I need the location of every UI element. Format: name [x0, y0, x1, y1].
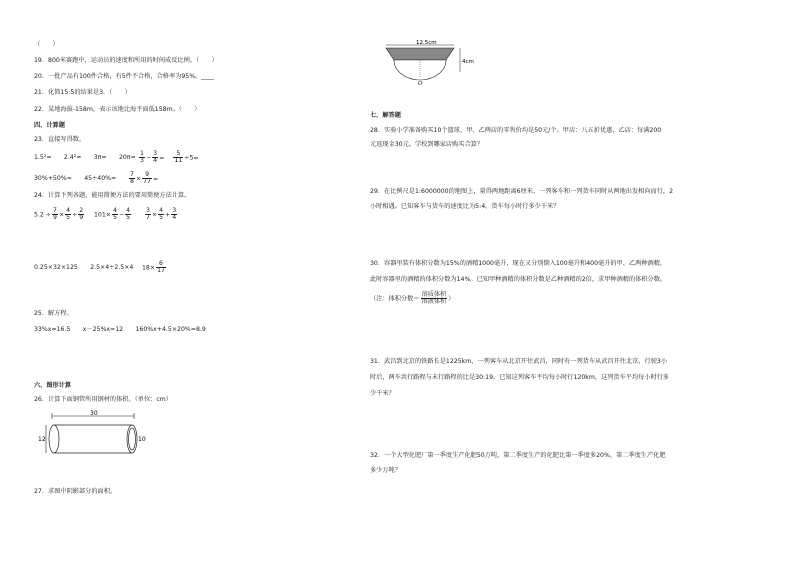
question-26: 26．计算下面钢管所用钢材的体积。（单位：cm）	[34, 396, 172, 403]
question-30-note: （注：体积分数＝ $\frac{\text{溶质体积}}{\text{溶液体积}}$ ）	[370, 291, 455, 305]
question-31-line3: 少千米？	[370, 390, 395, 397]
q24-expr-2: 101× $\frac{4}{5}$ − $\frac{4}{5}$	[94, 207, 131, 221]
pipe-length-label: 30	[90, 410, 98, 417]
question-28-line1: 28．实验小学准备购买10个篮球，甲、乙两店的零售价均是50元/个。甲店：八五折优惠，乙店：每满200	[370, 127, 662, 134]
question-30-line2: 此时容器里的酒精的体积分数为14%。已知甲种酒精的体积分数是乙种酒精的2倍，求甲种酒精的体积分数。	[370, 276, 667, 283]
question-32-line2: 多少万吨？	[370, 467, 401, 474]
pipe-inner-label: 10	[138, 436, 146, 443]
top-dim-label: 12.5cm	[416, 40, 437, 46]
q24-row2-left: 0.25×32×125 2.5×4÷2.5×4	[34, 264, 134, 271]
q25-equations: 33%x=16.5 x－25%x=12 160%x+4.5×20%=8.9	[34, 326, 206, 333]
q23-row1-left: 1.5²= 2.4²= 3π= 20π=	[34, 154, 136, 161]
pipe-end-inner	[129, 428, 136, 450]
question-28-line2: 元返现金30元。学校到哪家店购买合算？	[370, 141, 484, 148]
question-31-line2: 时后，两车共行路程与未行路程的比是30:19。已知这列客车平均每小时行120km，这列货车平均每小时行多	[370, 374, 670, 381]
q24-expr-6: 18× $\frac{6}{17}$	[142, 260, 165, 274]
section-7-title: 七、解答题	[370, 112, 401, 119]
question-22: 22．某地海拔-158m，表示该地比海平面低158m。（ ）	[34, 106, 201, 113]
shaded-trapezoid	[386, 48, 454, 60]
q23-row1-fractions: $\frac{1}{3}$ − $\frac{3}{4}$ = $\frac{5}{11}$ ÷5=	[140, 150, 199, 164]
paren-top: （ ）	[34, 41, 59, 48]
section-4-title: 四、计算题	[34, 122, 65, 129]
q23-row2-fractions: $\frac{7}{8}$ × $\frac{9}{77}$ =	[130, 171, 159, 185]
pipe-outer-label: 12	[38, 436, 46, 443]
section-6-title: 六、图形计算	[34, 382, 72, 389]
question-25: 25．解方程。	[34, 310, 73, 317]
question-23: 23．直接写得数。	[34, 136, 86, 143]
question-20: 20．一批产品有100件合格，有5件不合格，合格率为95%。____	[34, 73, 214, 80]
steel-pipe-figure	[34, 410, 154, 460]
question-19: 19．800米赛跑中，运动员的速度和所用的时间成反比例。（ ）	[34, 57, 218, 64]
question-27: 27．求图中阴影部分的面积。	[34, 488, 117, 495]
question-29-line1: 29．在比例尺是1:6000000的地图上，量得两地距离6厘米，一列客车和一列货车同时从两地出发相向而行，2	[370, 188, 674, 195]
question-29-line2: 小时相遇。已知客车与货车的速度比为5:4，货车每小时行多少千米？	[370, 203, 560, 210]
question-24: 24．计算下列各题，能用简便方法的要用简便方法计算。	[34, 192, 191, 199]
q23-row2-left: 30%+50%= 45÷40%=	[34, 175, 117, 182]
q24-expr-1: 5.2 ÷ $\frac{7}{9}$ × $\frac{4}{5}$ ÷ $\frac{2}{9}$	[34, 207, 84, 221]
question-21: 21．化简15:5的结果是3．（ ）	[34, 89, 131, 96]
q24-expr-3: $\frac{3}{7}$ × $\frac{4}{5}$ + $\frac{3}{4}$	[146, 207, 177, 221]
question-30-line1: 30．容器里装有体积分数为15%的酒精1000毫升，现在又分别倒入100毫升和400毫升的甲、乙两种酒精，	[370, 260, 667, 267]
question-32-line1: 32．一个大型化肥厂第一季度生产化肥50万吨，第二季度生产的化肥比第一季度多20%，第二季度生产化肥	[370, 452, 666, 459]
side-dim-label: 4cm	[462, 59, 474, 65]
question-31-line1: 31．武昌到北京的铁路长是1225km，一列客车从北京开往武昌，同时有一列货车从武昌开往北京，行驶3小	[370, 358, 668, 365]
shaded-area-figure	[376, 38, 476, 86]
center-label: O	[418, 81, 423, 86]
